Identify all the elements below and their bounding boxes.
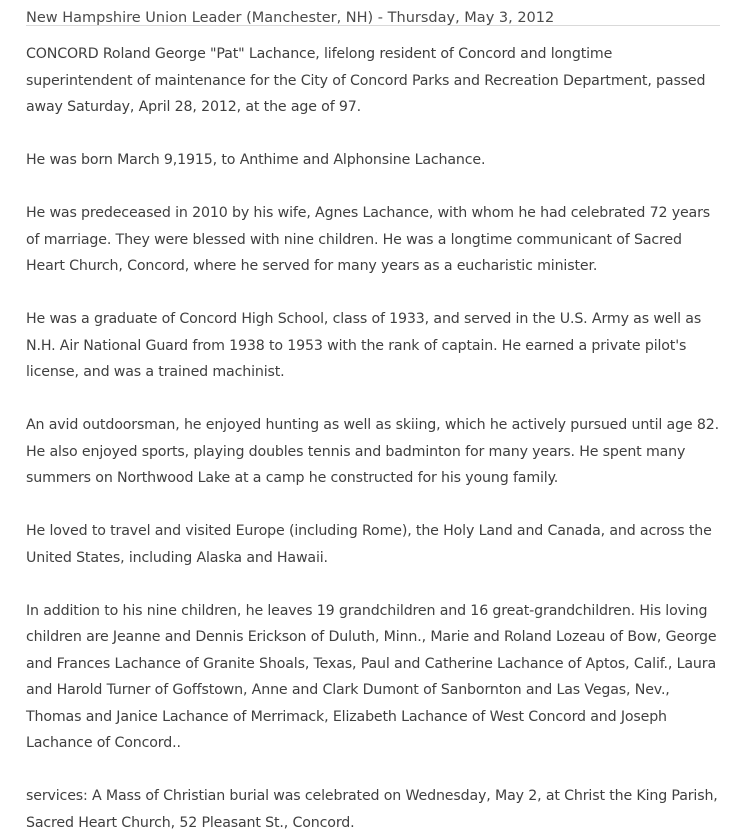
paragraph-hobbies: An avid outdoorsman, he enjoyed hunting as well as skiing, which he actively pursued until age 82. He also enjoyed sports, playing doubles tennis and badminton for many years. He spent many summers on Northwood Lake at a camp he constructed for his young family. [26, 417, 719, 486]
paragraph-service: He was a graduate of Concord High School, class of 1933, and served in the U.S. Army as well as N.H. Air National Guard from 1938 to 1953 with the rank of captain. He earned a private pilot's license, and was a trained machinist. [26, 311, 702, 380]
paragraph-intro: CONCORD Roland George "Pat" Lachance, lifelong resident of Concord and longtime superintendent of maintenance for the City of Concord Parks and Recreation Department, passed away Saturday, April 28, 2012, at the age of 97. [26, 46, 706, 115]
obituary-body [26, 26, 719, 836]
paragraph-services: services: A Mass of Christian burial was celebrated on Wednesday, May 2, at Christ the King Parish, Sacred Heart Church, 52 Pleasant St., Concord. [26, 788, 718, 831]
source-line: New Hampshire Union Leader (Manchester, NH) - Thursday, May 3, 2012 [26, 0, 720, 26]
paragraph-family: He was predeceased in 2010 by his wife, Agnes Lachance, with whom he had celebrated 72 years of marriage. They were blessed with nine children. He was a longtime communicant of Sacred Heart Church, Concord, where he served for many years as a eucharistic minister. [26, 205, 710, 274]
paragraph-survivors: In addition to his nine children, he leaves 19 grandchildren and 16 great-grandchildren. His loving children are Jeanne and Dennis Erickson of Duluth, Minn., Marie and Roland Lozeau of Bow, George and Frances Lachance of Granite Shoals, Texas, Paul and Catherine Lachance of Aptos, Calif., Laura and Harold Turner of Goffstown, Anne and Clark Dumont of Sanbornton and Las Vegas, Nev., Thomas and Janice Lachance of Merrimack, Elizabeth Lachance of West Concord and Joseph Lachance of Concord.. [26, 602, 717, 751]
paragraph-birth: He was born March 9,1915, to Anthime and Alphonsine Lachance. [26, 152, 486, 168]
paragraph-travel: He loved to travel and visited Europe (including Rome), the Holy Land and Canada, and across the United States, including Alaska and Hawaii. [26, 523, 712, 566]
